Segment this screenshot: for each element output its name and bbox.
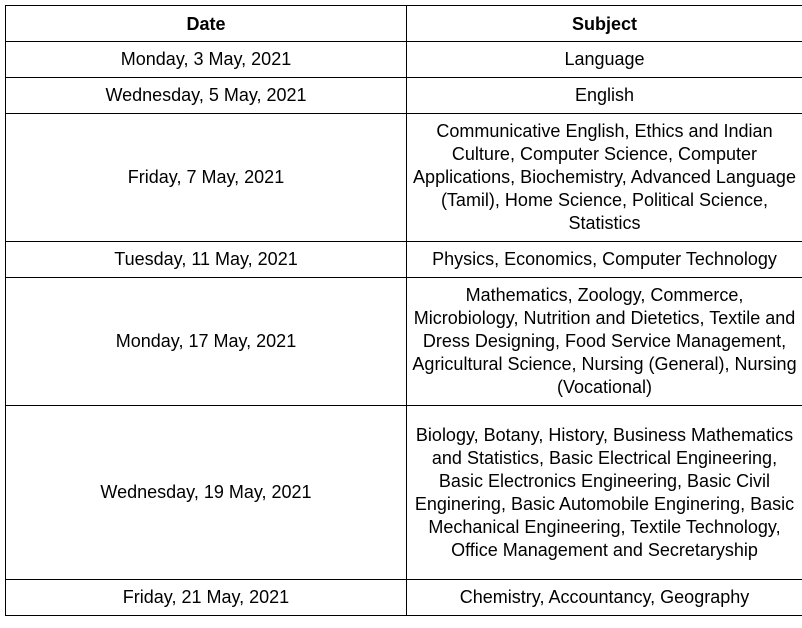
date-cell: Wednesday, 19 May, 2021 <box>6 406 407 580</box>
date-cell: Tuesday, 11 May, 2021 <box>6 242 407 278</box>
date-cell: Friday, 21 May, 2021 <box>6 580 407 616</box>
table-row <box>6 114 802 242</box>
date-cell: Wednesday, 5 May, 2021 <box>6 78 407 114</box>
subject-cell: Chemistry, Accountancy, Geography <box>407 580 802 616</box>
subject-column-header: Subject <box>407 6 802 42</box>
date-cell: Friday, 7 May, 2021 <box>6 114 407 242</box>
date-cell: Monday, 17 May, 2021 <box>6 278 407 406</box>
subject-cell: Mathematics, Zoology, Commerce, Microbiology, Nutrition and Dietetics, Textile and Dress Designing, Food Service Management, Agricultural Science, Nursing (General), Nursing (Vocational) <box>407 278 802 406</box>
date-cell: Monday, 3 May, 2021 <box>6 42 407 78</box>
subject-cell: Language <box>407 42 802 78</box>
table-row <box>6 278 802 406</box>
subject-cell: Biology, Botany, History, Business Mathematics and Statistics, Basic Electrical Engineering, Basic Electronics Engineering, Basic Civil Enginering, Basic Automobile Enginering, Basic Mechanical Engineering, Textile Technology, Office Management and Secretaryship <box>407 406 802 580</box>
date-column-header: Date <box>6 6 407 42</box>
header-row <box>6 6 802 42</box>
table-row <box>6 242 802 278</box>
subject-cell: Physics, Economics, Computer Technology <box>407 242 802 278</box>
table-row <box>6 580 802 616</box>
exam-schedule-table <box>5 5 802 616</box>
table-row <box>6 406 802 580</box>
subject-cell: English <box>407 78 802 114</box>
subject-cell: Communicative English, Ethics and Indian Culture, Computer Science, Computer Applications, Biochemistry, Advanced Language (Tamil), Home Science, Political Science, Statistics <box>407 114 802 242</box>
exam-schedule <box>5 5 802 616</box>
table-row <box>6 42 802 78</box>
table-row <box>6 78 802 114</box>
